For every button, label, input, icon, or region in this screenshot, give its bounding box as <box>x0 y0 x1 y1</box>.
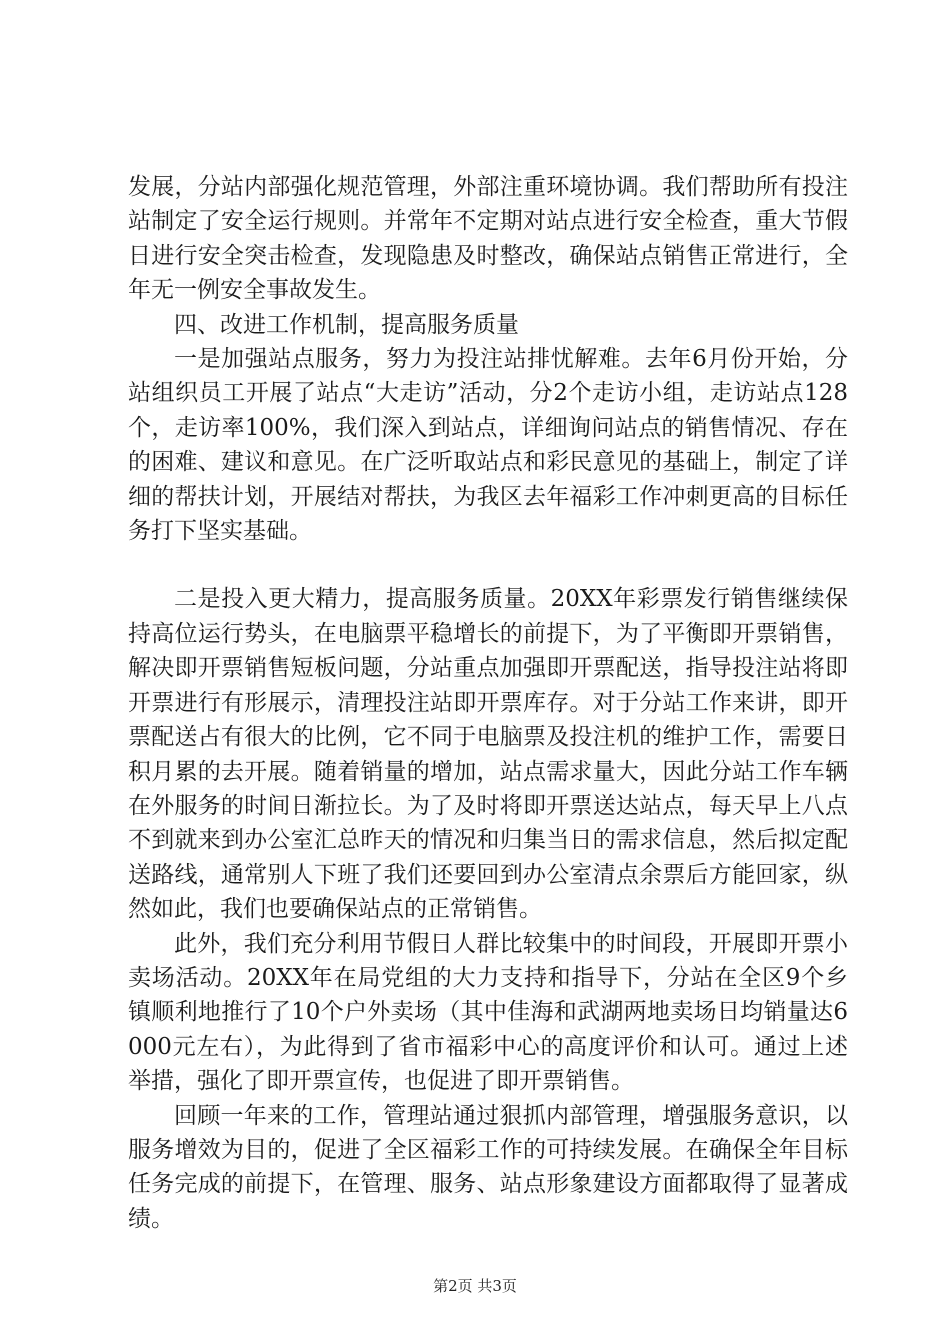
section-heading-4: 四、改进工作机制，提高服务质量 <box>174 311 519 338</box>
paragraph-site-service: 一是加强站点服务，努力为投注站排忧解难。去年6月份开始，分站组织员工开展了站点“大走访”活动，分2个走访小组，走访站点128个，走访率100%，我们深入到站点，详细询问站点的销售情况、存在的困难、建议和意见。在广泛听取站点和彩民意见的基础上，制定了详细的帮扶计划，开展结对帮扶，为我区去年福彩工作冲刺更高的目标任务打下坚实基础。 <box>128 346 848 545</box>
page-footer: 第2页 共3页 <box>433 1277 517 1295</box>
document-body <box>128 170 848 1236</box>
paragraph-safety-continued: 发展，分站内部强化规范管理，外部注重环境协调。我们帮助所有投注站制定了安全运行规则。并常年不定期对站点进行安全检查，重大节假日进行安全突击检查，发现隐患及时整改，确保站点销售正常进行，全年无一例安全事故发生。 <box>128 174 848 304</box>
paragraph-summary: 回顾一年来的工作，管理站通过狠抓内部管理，增强服务意识，以服务增效为目的，促进了全区福彩工作的可持续发展。在确保全年目标任务完成的前提下，在管理、服务、站点形象建设方面都取得了显著成绩。 <box>128 1102 848 1232</box>
paragraph-holiday-sales: 此外，我们充分利用节假日人群比较集中的时间段，开展即开票小卖场活动。20XX年在局党组的大力支持和指导下，分站在全区9个乡镇顺利地推行了10个户外卖场（其中佳海和武湖两地卖场日均销量达6000元左右），为此得到了省市福彩中心的高度评价和认可。通过上述举措，强化了即开票宣传，也促进了即开票销售。 <box>128 930 848 1095</box>
paragraph-service-quality: 二是投入更大精力，提高服务质量。20XX年彩票发行销售继续保持高位运行势头，在电脑票平稳增长的前提下，为了平衡即开票销售，解决即开票销售短板问题，分站重点加强即开票配送，指导投注站将即开票进行有形展示，清理投注站即开票库存。对于分站工作来讲，即开票配送占有很大的比例，它不同于电脑票及投注机的维护工作，需要日积月累的去开展。随着销量的增加，站点需求量大，因此分站工作车辆在外服务的时间日渐拉长。为了及时将即开票送达站点，每天早上八点不到就来到办公室汇总昨天的情况和归集当日的需求信息，然后拟定配送路线，通常别人下班了我们还要回到办公室清点余票后方能回家，纵然如此，我们也要确保站点的正常销售。 <box>128 586 848 923</box>
